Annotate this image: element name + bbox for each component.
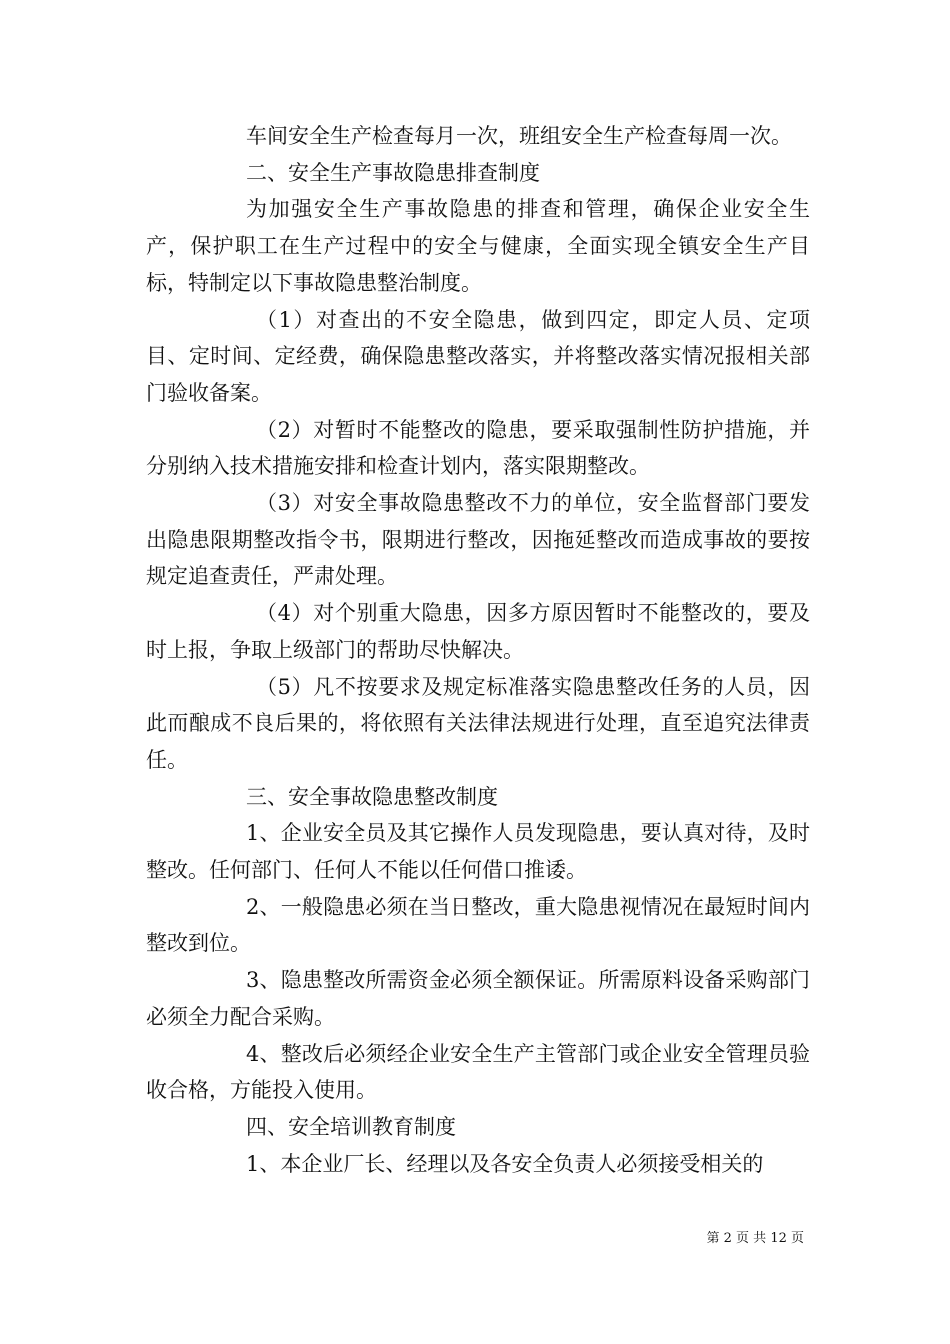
- page-number-footer: 第 2 页 共 12 页: [706, 1231, 804, 1246]
- training-item-1: 1、本企业厂长、经理以及各安全负责人必须接受相关的: [246, 1151, 764, 1176]
- rectification-item-3: 3、隐患整改所需资金必须全额保证。所需原料设备采购部门必须全力配合采购。: [146, 968, 810, 1029]
- paragraph-inspection-frequency: 车间安全生产检查每月一次，班组安全生产检查每周一次。: [246, 124, 792, 148]
- list-item-3: （3）对安全事故隐患整改不力的单位，安全监督部门要发出隐患限期整改指令书，限期进行整改，因拖延整改而造成事故的要按规定追查责任，严肃处理。: [146, 491, 810, 589]
- section-heading-training: 四、安全培训教育制度: [246, 1114, 456, 1139]
- list-item-1: （1）对查出的不安全隐患，做到四定，即定人员、定项目、定时间、定经费，确保隐患整改落实，并将整改落实情况报相关部门验收备案。: [146, 307, 810, 405]
- rectification-item-4: 4、整改后必须经企业安全生产主管部门或企业安全管理员验收合格，方能投入使用。: [146, 1041, 810, 1103]
- document-body: [146, 118, 810, 1182]
- paragraph-purpose: 为加强安全生产事故隐患的排查和管理，确保企业安全生产，保护职工在生产过程中的安全与健康，全面实现全镇安全生产目标，特制定以下事故隐患整治制度。: [146, 197, 810, 295]
- list-item-5: （5）凡不按要求及规定标准落实隐患整改任务的人员，因此而酿成不良后果的，将依照有关法律法规进行处理，直至追究法律责任。: [146, 674, 810, 772]
- rectification-item-1: 1、企业安全员及其它操作人员发现隐患，要认真对待，及时整改。任何部门、任何人不能以任何借口推诿。: [146, 821, 810, 883]
- list-item-4: （4）对个别重大隐患，因多方原因暂时不能整改的，要及时上报，争取上级部门的帮助尽快解决。: [146, 601, 810, 662]
- section-heading-hazard-inspection: 二、安全生产事故隐患排查制度: [246, 160, 540, 185]
- section-heading-rectification: 三、安全事故隐患整改制度: [246, 784, 498, 809]
- rectification-item-2: 2、一般隐患必须在当日整改，重大隐患视情况在最短时间内整改到位。: [146, 894, 810, 956]
- list-item-2: （2）对暂时不能整改的隐患，要采取强制性防护措施，并分别纳入技术措施安排和检查计划内，落实限期整改。: [146, 417, 810, 479]
